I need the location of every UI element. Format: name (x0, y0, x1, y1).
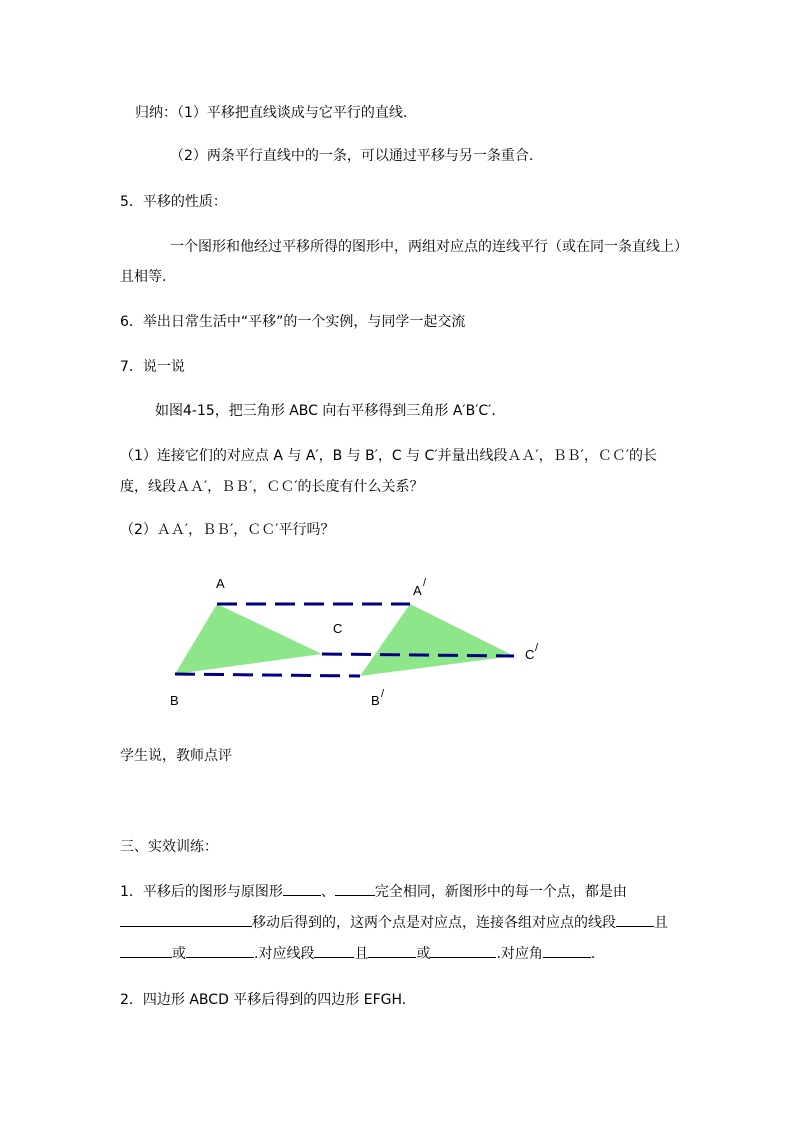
q1-text-j: .对应角 (496, 946, 543, 962)
section-5-body-2: 且相等. (120, 269, 167, 285)
q1-text-h: 且 (354, 946, 369, 962)
q1-text-c: 完全相同，新图形中的每一个点，都是由 (374, 884, 627, 900)
answer-blank[interactable] (283, 881, 321, 896)
section-7-heading: 7．说一说 (120, 359, 185, 375)
answer-blank[interactable] (335, 881, 375, 896)
question-1-line-2: 度，线段ＡＡ′，ＢＢ′，ＣＣ′的长度有什么关系？ (120, 479, 424, 495)
answer-blank[interactable] (120, 912, 252, 927)
q1-text-f: 或 (172, 946, 186, 962)
q1-text-a: 1．平移后的图形与原图形 (120, 884, 283, 900)
summary-line-1: 归纳：（1）平移把直线谈成与它平行的直线. (135, 105, 408, 121)
answer-blank[interactable] (430, 943, 496, 958)
triangle-abc (175, 604, 322, 674)
q1-text-d: 移动后得到的，这两个点是对应点，连接各组对应点的线段 (252, 915, 616, 931)
label-c-prime: C (525, 647, 535, 662)
q1-text-e: 且 (654, 915, 668, 931)
summary-line-2: （2）两条平行直线中的一条，可以通过平移与另一条重合. (170, 148, 534, 164)
q1-text-i: 或 (416, 946, 431, 962)
training-q1-line-2 (120, 912, 668, 932)
section-6-text: 6．举出日常生活中“平移”的一个实例，与同学一起交流 (120, 314, 466, 330)
training-heading: 三、实效训练： (120, 839, 218, 855)
answer-blank[interactable] (368, 943, 416, 958)
training-q2: 2．四边形 ABCD 平移后得到的四边形 EFGH. (120, 992, 407, 1008)
label-a-prime: A (413, 583, 422, 598)
section-7-intro: 如图4-15，把三角形 ABC 向右平移得到三角形 A′B′C′. (155, 403, 496, 419)
q1-text-b: 、 (320, 884, 335, 900)
label-b: B (170, 693, 179, 708)
answer-blank[interactable] (616, 912, 654, 927)
segment-cc-prime (322, 654, 514, 656)
translation-figure (0, 560, 794, 760)
label-a: A (216, 576, 225, 591)
segment-bb-prime (175, 674, 360, 676)
section-5-heading: 5．平移的性质： (120, 194, 227, 210)
question-2: （2）ＡＡ′，ＢＢ′，ＣＣ′平行吗？ (120, 522, 335, 538)
answer-blank[interactable] (186, 943, 254, 958)
section-5-body-1: 一个图形和他经过平移所得的图形中，两组对应点的连线平行（或在同一条直线上） (170, 239, 688, 255)
training-q1-line-3 (120, 943, 595, 963)
training-q1-line-1 (120, 881, 627, 901)
label-a-prime-mark: / (423, 577, 427, 589)
student-comment: 学生说，教师点评 (120, 748, 232, 764)
label-c: C (333, 621, 343, 636)
question-1-line-1: （1）连接它们的对应点 A 与 A′，B 与 B′，C 与 C′并量出线段ＡＡ′，ＢＢ′，ＣＣ′的长 (120, 448, 658, 464)
label-b-prime-mark: / (381, 688, 385, 700)
q1-text-k: . (590, 946, 596, 962)
label-b-prime: B (371, 693, 380, 708)
triangle-abc-prime (360, 604, 514, 676)
answer-blank[interactable] (314, 943, 354, 958)
q1-text-g: .对应线段 (254, 946, 315, 962)
answer-blank[interactable] (543, 943, 591, 958)
label-c-prime-mark: / (535, 642, 539, 654)
answer-blank[interactable] (120, 943, 172, 958)
